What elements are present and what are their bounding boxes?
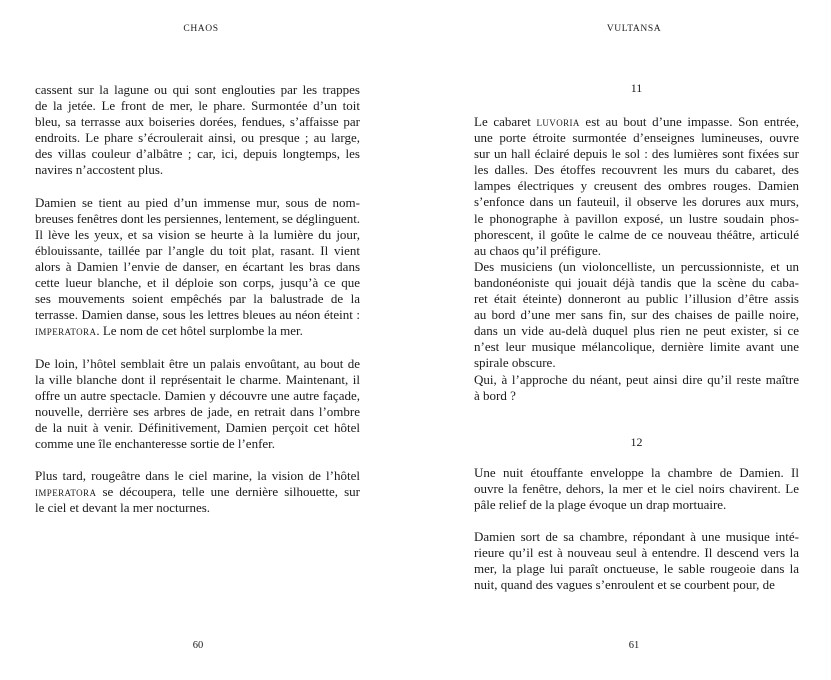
text-line: s’enfonce dans un fauteuil, il observe les dorures aux murs, (474, 194, 799, 210)
text-line: pâle relief de la plage évoque un drap mortuaire. (474, 496, 727, 512)
chapter-number: 12 (630, 434, 643, 449)
text-line (35, 484, 360, 500)
text-line: Des musiciens (un violoncelliste, un percussionniste, et un (474, 258, 799, 274)
small-caps-name: imperatora (35, 323, 97, 339)
text-segment: Le cabaret (474, 114, 537, 129)
text-line: une porte étroite surmontée d’enseignes lumineuses, ouvre (474, 130, 799, 146)
text-line: le phonographe à pavillon exposé, un lustre soudain phos- (474, 210, 799, 226)
text-line: navires n’accostent plus. (35, 162, 164, 178)
text-line: Une nuit étouffante enveloppe la chambre de Damien. Il (474, 464, 799, 480)
text-line: des villas couleur d’albâtre ; car, ici, depuis longtemps, les (35, 146, 360, 162)
paragraph-gap (35, 452, 360, 468)
text-line: dans un vide au-delà duquel plus rien ne peut exister, si ce (474, 323, 799, 339)
paragraph (35, 468, 360, 516)
text-line: ouvre la fenêtre, dehors, la mer et le ciel noirs chavirent. Le (474, 480, 799, 496)
text-line: cette lueur blanche, et il déploie son corps, jusqu’à ce que (35, 275, 360, 291)
text-line: le ciel et devant la mer nocturnes. (35, 500, 211, 516)
text-line: ret était éteinte) donneront au public l’illusion d’être assis (474, 291, 799, 307)
text-line: n’est leur musique mélancolique, dernière limite avant une (474, 339, 799, 355)
text-line: au chaos qu’il préfigure. (474, 242, 602, 258)
chapter-number: 11 (630, 81, 643, 95)
text-line: de la nuit à venir. Définitivement, Damien perçoit cet hôtel (35, 419, 360, 435)
text-line: rieure qu’il est à nouveau seul à entendre. Il descend vers la (474, 545, 799, 561)
text-line: nouvelle, derrière ses arbres de jade, en retrait dans l’ombre (35, 403, 360, 419)
small-caps-name: imperatora (35, 484, 97, 500)
text-line: sur un hall éclairé depuis le sol : des lumières sont fixées sur (474, 146, 799, 162)
text-line: terrasse. Damien danse, sous les lettres bleues au néon éteint : (35, 307, 360, 323)
paragraph-gap (474, 513, 799, 529)
text-line: offre un autre spectacle. Damien y découvre une autre façade, (35, 387, 360, 403)
running-head-left: CHAOS (183, 24, 219, 34)
text-segment: . Le nom de cet hôtel surplombe la mer. (96, 323, 303, 339)
text-line: au bord d’une mer sans fin, sur des chaises de paille noire, (474, 307, 799, 323)
small-caps-name: luvoria (536, 114, 580, 129)
text-line: nuit, quand des vagues s’enroulent et se courbent pour, de (474, 577, 775, 593)
paragraph-gap (35, 340, 360, 356)
text-line: bandonéoniste qui jouait déjà tandis que la scène du caba- (474, 274, 799, 290)
paragraph (474, 529, 799, 593)
text-line: Qui, à l’approche du néant, peut ainsi dire qu’il reste maître (474, 371, 799, 387)
text-line: Plus tard, rougeâtre dans le ciel marine, la vision de l’hôtel (35, 468, 360, 484)
text-line: cassent sur la lagune ou qui sont englouties par les trappes (35, 82, 360, 97)
text-segment: se découpera, telle une dernière silhouette, sur (96, 484, 360, 500)
text-line: phorescent, il goûte le calme de ce nouveau théâtre, articulé (474, 226, 799, 242)
text-line: alors à Damien l’envie de danser, en écartant les bras dans (35, 259, 360, 275)
text-line: de la jetée. Le front de mer, le phare. Surmontée d’un toit (35, 98, 360, 114)
spacer (474, 450, 799, 465)
right-page-text (474, 80, 799, 593)
text-line: la ville blanche dont il représentait le charme. Maintenant, il (35, 371, 360, 387)
text-line: De loin, l’hôtel semblait être un palais envoûtant, au bout de (35, 355, 360, 371)
text-line: ses mouvements soient empêchés par la balustrade de la (35, 291, 360, 307)
left-page-text (35, 82, 360, 517)
paragraph (474, 465, 799, 513)
text-line: éblouissante, taillée par l’angle du toit plat, rasant. Il vient (35, 242, 360, 258)
text-line: comme une île enchanteresse sortie de l’enfer. (35, 436, 276, 452)
running-head-right: VULTANSA (606, 24, 662, 34)
text-line: mer, la plage lui paraît onctueuse, le sable rougeoie dans la (474, 561, 799, 577)
text-line: à bord ? (474, 387, 516, 403)
paragraph (35, 195, 360, 340)
paragraph-gap (35, 179, 360, 195)
text-line: Damien se tient au pied d’un immense mur, sous de nom- (35, 194, 360, 210)
paragraph (474, 114, 799, 259)
text-line: les dalles. Des étoffes recouvrent les murs du cabaret, des (474, 162, 799, 178)
text-segment: est au bout d’une impasse. Son entrée, (579, 114, 799, 129)
page-number-left: 60 (192, 640, 204, 651)
page-number-right: 61 (628, 640, 640, 651)
spacer (474, 404, 799, 434)
text-line (474, 114, 799, 130)
text-line: breuses fenêtres dont les persiennes, lentement, se déglinguent. (35, 210, 360, 226)
paragraph (474, 259, 799, 372)
text-line (35, 323, 360, 339)
text-line: lampes électriques y creusent des ombres rouges. Damien (474, 178, 799, 194)
paragraph (474, 372, 799, 404)
text-line: Damien sort de sa chambre, répondant à une musique inté- (474, 529, 799, 545)
paragraph (35, 356, 360, 453)
text-line: spirale obscure. (474, 355, 556, 371)
text-line: bleu, sa terrasse aux boiseries dorées, fendues, s’affaisse par (35, 114, 360, 130)
text-line: endroits. Le phare s’écroulerait ainsi, ou presque ; au large, (35, 130, 360, 146)
text-line: Il lève les yeux, et sa vision se heurte à la lumière du jour, (35, 226, 360, 242)
paragraph (35, 82, 360, 179)
spacer (474, 96, 799, 114)
